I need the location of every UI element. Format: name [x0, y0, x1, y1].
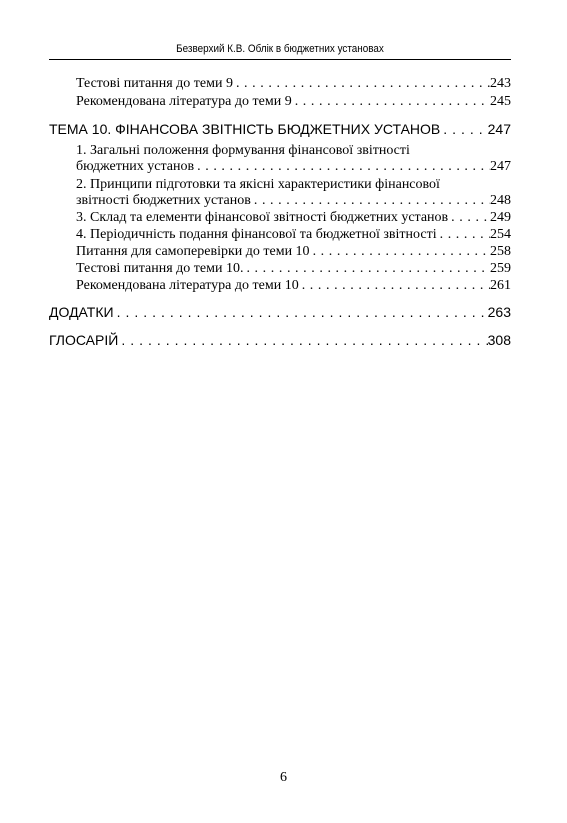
toc-chapter-entry[interactable] — [49, 121, 511, 137]
dot-leader — [437, 227, 490, 243]
toc-entry-title: ГЛОСАРІЙ — [49, 332, 119, 348]
toc-entry-title: Тестові питання до теми 9 — [76, 76, 233, 91]
toc-entry-page: 261 — [490, 278, 511, 293]
dot-leader — [448, 210, 490, 226]
toc-entry-title-line1: 2. Принципи підготовки та якісні характеристики фінансової — [76, 177, 440, 192]
dot-leader — [194, 159, 490, 175]
toc-entry-page: 258 — [490, 244, 511, 259]
toc-entry-page: 247 — [487, 121, 511, 137]
toc-entry-page: 248 — [490, 193, 511, 208]
dot-leader — [292, 94, 490, 110]
toc-entry-title: Рекомендована література до теми 10 — [76, 278, 299, 293]
toc-entry[interactable] — [76, 261, 511, 277]
toc-entry-page: 308 — [487, 332, 511, 348]
toc-entry[interactable] — [76, 278, 511, 294]
running-header: Безверхий К.В. Облік в бюджетних установах — [176, 43, 384, 55]
dot-leader — [118, 332, 487, 348]
toc-entry[interactable] — [76, 244, 511, 260]
page-number: 6 — [280, 770, 287, 785]
toc-entry-page: 249 — [490, 210, 511, 225]
toc-entry-title: ТЕМА 10. ФІНАНСОВА ЗВІТНІСТЬ БЮДЖЕТНИХ УСТАНОВ — [49, 121, 441, 137]
dot-leader — [114, 304, 488, 320]
toc-entry-title: Питання для самоперевірки до теми 10 — [76, 244, 310, 259]
toc-entry-title: звітності бюджетних установ — [76, 193, 251, 208]
toc-entry-title: Рекомендована література до теми 9 — [76, 94, 292, 109]
toc-entry-title: 4. Періодичність подання фінансової та бюджетної звітності — [76, 227, 437, 242]
dot-leader — [233, 76, 490, 92]
dot-leader — [440, 121, 487, 137]
toc-entry[interactable] — [76, 76, 511, 92]
toc-entry-title: ДОДАТКИ — [49, 304, 114, 320]
toc-entry[interactable] — [76, 210, 511, 226]
toc-entry[interactable] — [76, 227, 511, 243]
toc-entry-page: 254 — [490, 227, 511, 242]
toc-entry-title: Тестові питання до теми 10. — [76, 261, 244, 276]
toc-entry-page: 259 — [490, 261, 511, 276]
toc-entry-title: бюджетних установ — [76, 159, 195, 174]
dot-leader — [251, 193, 490, 209]
toc-entry-page: 243 — [490, 76, 511, 91]
toc-entry[interactable] — [76, 143, 511, 175]
toc-entry-page: 247 — [490, 159, 511, 174]
toc-entry-title: 3. Склад та елементи фінансової звітності бюджетних установ — [76, 210, 449, 225]
dot-leader — [243, 261, 490, 277]
dot-leader — [299, 278, 490, 294]
toc-entry-page: 245 — [490, 94, 511, 109]
toc-chapter-entry[interactable] — [49, 304, 511, 320]
toc-entry-title-line1: 1. Загальні положення формування фінансової звітності — [76, 143, 410, 158]
toc-chapter-entry[interactable] — [49, 332, 511, 348]
toc-entry-page: 263 — [487, 304, 511, 320]
dot-leader — [310, 244, 490, 260]
toc-entry[interactable] — [76, 94, 511, 110]
toc-entry[interactable] — [76, 177, 511, 209]
